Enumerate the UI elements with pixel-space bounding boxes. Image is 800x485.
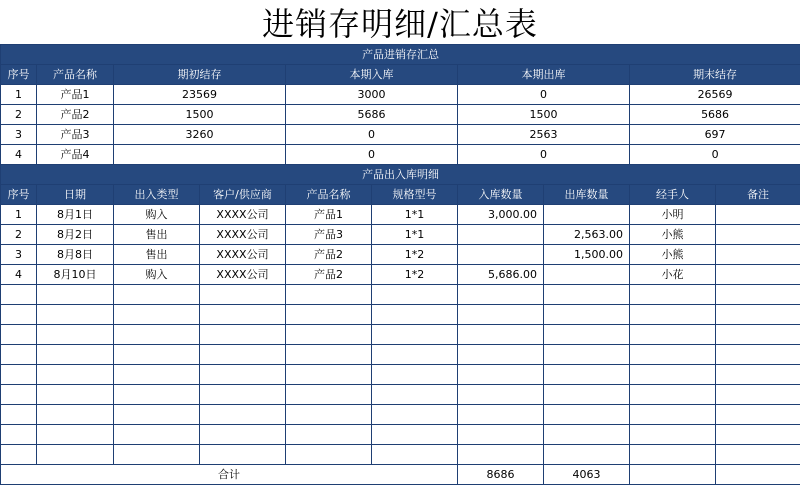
empty-cell[interactable] bbox=[1, 405, 37, 425]
detail-col-qty-out: 出库数量 bbox=[544, 185, 630, 205]
summary-no-cell[interactable]: 1 bbox=[1, 85, 37, 105]
empty-cell[interactable] bbox=[114, 425, 200, 445]
detail-note-cell[interactable] bbox=[716, 225, 800, 245]
empty-cell[interactable] bbox=[458, 445, 544, 465]
detail-spec-cell[interactable]: 1*2 bbox=[372, 265, 458, 285]
empty-cell[interactable] bbox=[630, 285, 716, 305]
empty-cell[interactable] bbox=[372, 445, 458, 465]
summary-opening-cell[interactable]: 23569 bbox=[114, 85, 286, 105]
summary-col-out: 本期出库 bbox=[458, 65, 630, 85]
detail-note-cell[interactable] bbox=[716, 245, 800, 265]
detail-date-cell[interactable]: 8月10日 bbox=[37, 265, 114, 285]
detail-empty-row bbox=[1, 285, 800, 305]
summary-opening-cell[interactable]: 1500 bbox=[114, 105, 286, 125]
spreadsheet bbox=[0, 44, 800, 483]
empty-cell[interactable] bbox=[286, 285, 372, 305]
empty-cell[interactable] bbox=[630, 425, 716, 445]
detail-header-row bbox=[1, 185, 800, 205]
summary-name-cell[interactable]: 产品1 bbox=[37, 85, 114, 105]
detail-no-cell[interactable]: 3 bbox=[1, 245, 37, 265]
detail-row bbox=[1, 265, 800, 285]
detail-empty-row bbox=[1, 365, 800, 385]
detail-col-product: 产品名称 bbox=[286, 185, 372, 205]
detail-no-cell[interactable]: 4 bbox=[1, 265, 37, 285]
summary-col-no: 序号 bbox=[1, 65, 37, 85]
summary-in-cell[interactable]: 5686 bbox=[286, 105, 458, 125]
detail-col-type: 出入类型 bbox=[114, 185, 200, 205]
empty-cell[interactable] bbox=[544, 365, 630, 385]
detail-col-note: 备注 bbox=[716, 185, 800, 205]
empty-cell[interactable] bbox=[114, 445, 200, 465]
empty-cell[interactable] bbox=[286, 325, 372, 345]
detail-qty-in-cell[interactable]: 3,000.00 bbox=[458, 205, 544, 225]
empty-cell[interactable] bbox=[716, 345, 800, 365]
empty-cell[interactable] bbox=[114, 285, 200, 305]
summary-no-cell[interactable]: 4 bbox=[1, 145, 37, 165]
detail-party-cell[interactable]: XXXX公司 bbox=[200, 265, 286, 285]
empty-cell[interactable] bbox=[1, 285, 37, 305]
report-title: 进销存明细/汇总表 bbox=[0, 0, 800, 44]
empty-cell[interactable] bbox=[1, 445, 37, 465]
report-table bbox=[0, 44, 800, 485]
detail-note-cell[interactable] bbox=[716, 205, 800, 225]
empty-cell[interactable] bbox=[286, 425, 372, 445]
detail-handler-cell[interactable]: 小熊 bbox=[630, 245, 716, 265]
detail-product-cell[interactable]: 产品3 bbox=[286, 225, 372, 245]
detail-empty-row bbox=[1, 325, 800, 345]
empty-cell[interactable] bbox=[37, 325, 114, 345]
detail-spec-cell[interactable]: 1*1 bbox=[372, 225, 458, 245]
detail-empty-row bbox=[1, 305, 800, 325]
empty-cell[interactable] bbox=[1, 345, 37, 365]
empty-cell[interactable] bbox=[114, 345, 200, 365]
detail-type-cell[interactable]: 购入 bbox=[114, 265, 200, 285]
empty-cell[interactable] bbox=[1, 385, 37, 405]
summary-row bbox=[1, 105, 800, 125]
empty-cell[interactable] bbox=[544, 345, 630, 365]
empty-cell[interactable] bbox=[544, 425, 630, 445]
total-in-cell[interactable]: 8686 bbox=[458, 465, 544, 485]
empty-cell[interactable] bbox=[37, 425, 114, 445]
detail-row bbox=[1, 245, 800, 265]
empty-cell[interactable] bbox=[200, 425, 286, 445]
empty-cell[interactable] bbox=[544, 305, 630, 325]
detail-spec-cell[interactable]: 1*2 bbox=[372, 245, 458, 265]
empty-cell[interactable] bbox=[458, 325, 544, 345]
empty-cell[interactable] bbox=[286, 445, 372, 465]
empty-cell[interactable] bbox=[200, 445, 286, 465]
empty-cell[interactable] bbox=[716, 405, 800, 425]
empty-cell[interactable] bbox=[286, 405, 372, 425]
empty-cell[interactable] bbox=[114, 305, 200, 325]
detail-empty-row bbox=[1, 385, 800, 405]
empty-cell[interactable] bbox=[1, 425, 37, 445]
summary-col-opening: 期初结存 bbox=[114, 65, 286, 85]
summary-in-cell[interactable]: 0 bbox=[286, 145, 458, 165]
empty-cell[interactable] bbox=[37, 345, 114, 365]
empty-cell[interactable] bbox=[37, 365, 114, 385]
empty-cell[interactable] bbox=[716, 445, 800, 465]
detail-empty-row bbox=[1, 345, 800, 365]
empty-cell[interactable] bbox=[458, 405, 544, 425]
empty-cell[interactable] bbox=[716, 305, 800, 325]
empty-cell[interactable] bbox=[286, 345, 372, 365]
empty-cell[interactable] bbox=[200, 365, 286, 385]
summary-opening-cell[interactable]: 3260 bbox=[114, 125, 286, 145]
empty-cell[interactable] bbox=[286, 305, 372, 325]
total-label-cell[interactable]: 合计 bbox=[1, 465, 458, 485]
detail-col-date: 日期 bbox=[37, 185, 114, 205]
empty-cell[interactable] bbox=[372, 345, 458, 365]
summary-in-cell[interactable]: 0 bbox=[286, 125, 458, 145]
detail-spec-cell[interactable]: 1*1 bbox=[372, 205, 458, 225]
empty-cell[interactable] bbox=[630, 365, 716, 385]
summary-section-title: 产品进销存汇总 bbox=[1, 45, 800, 65]
detail-qty-in-cell[interactable] bbox=[458, 225, 544, 245]
summary-closing-cell[interactable]: 697 bbox=[630, 125, 800, 145]
detail-type-cell[interactable]: 售出 bbox=[114, 225, 200, 245]
detail-product-cell[interactable]: 产品1 bbox=[286, 205, 372, 225]
empty-cell[interactable] bbox=[372, 365, 458, 385]
empty-cell[interactable] bbox=[630, 345, 716, 365]
detail-row bbox=[1, 205, 800, 225]
detail-handler-cell[interactable]: 小花 bbox=[630, 265, 716, 285]
empty-cell[interactable] bbox=[372, 305, 458, 325]
summary-col-in: 本期入库 bbox=[286, 65, 458, 85]
detail-party-cell[interactable]: XXXX公司 bbox=[200, 245, 286, 265]
detail-note-cell[interactable] bbox=[716, 265, 800, 285]
totals-row bbox=[1, 465, 800, 485]
summary-name-cell[interactable]: 产品2 bbox=[37, 105, 114, 125]
detail-col-party: 客户/供应商 bbox=[200, 185, 286, 205]
detail-qty-out-cell[interactable] bbox=[544, 265, 630, 285]
empty-cell[interactable] bbox=[37, 385, 114, 405]
empty-cell[interactable] bbox=[37, 305, 114, 325]
empty-cell[interactable] bbox=[458, 385, 544, 405]
summary-row bbox=[1, 125, 800, 145]
empty-cell[interactable] bbox=[200, 285, 286, 305]
detail-qty-in-cell[interactable]: 5,686.00 bbox=[458, 265, 544, 285]
detail-section-title: 产品出入库明细 bbox=[1, 165, 800, 185]
empty-cell[interactable] bbox=[37, 405, 114, 425]
summary-no-cell[interactable]: 3 bbox=[1, 125, 37, 145]
summary-out-cell[interactable]: 0 bbox=[458, 145, 630, 165]
empty-cell[interactable] bbox=[458, 285, 544, 305]
empty-cell[interactable] bbox=[200, 345, 286, 365]
empty-cell[interactable] bbox=[544, 325, 630, 345]
empty-cell[interactable] bbox=[716, 365, 800, 385]
empty-cell[interactable] bbox=[1, 305, 37, 325]
summary-no-cell[interactable]: 2 bbox=[1, 105, 37, 125]
empty-cell[interactable] bbox=[716, 425, 800, 445]
empty-cell[interactable] bbox=[286, 385, 372, 405]
total-out-cell[interactable]: 4063 bbox=[544, 465, 630, 485]
detail-no-cell[interactable]: 2 bbox=[1, 225, 37, 245]
detail-product-cell[interactable]: 产品2 bbox=[286, 245, 372, 265]
empty-cell[interactable] bbox=[114, 405, 200, 425]
empty-cell[interactable] bbox=[286, 365, 372, 385]
summary-row bbox=[1, 145, 800, 165]
empty-cell[interactable] bbox=[37, 285, 114, 305]
empty-cell[interactable] bbox=[458, 425, 544, 445]
empty-cell[interactable] bbox=[630, 405, 716, 425]
total-handler-cell[interactable] bbox=[630, 465, 716, 485]
empty-cell[interactable] bbox=[1, 325, 37, 345]
summary-closing-cell[interactable]: 0 bbox=[630, 145, 800, 165]
detail-date-cell[interactable]: 8月8日 bbox=[37, 245, 114, 265]
empty-cell[interactable] bbox=[716, 385, 800, 405]
empty-cell[interactable] bbox=[114, 325, 200, 345]
summary-header-row bbox=[1, 65, 800, 85]
empty-cell[interactable] bbox=[544, 445, 630, 465]
summary-closing-cell[interactable]: 5686 bbox=[630, 105, 800, 125]
summary-in-cell[interactable]: 3000 bbox=[286, 85, 458, 105]
empty-cell[interactable] bbox=[200, 385, 286, 405]
empty-cell[interactable] bbox=[1, 365, 37, 385]
detail-date-cell[interactable]: 8月1日 bbox=[37, 205, 114, 225]
summary-row bbox=[1, 85, 800, 105]
empty-cell[interactable] bbox=[37, 445, 114, 465]
empty-cell[interactable] bbox=[372, 385, 458, 405]
detail-party-cell[interactable]: XXXX公司 bbox=[200, 225, 286, 245]
detail-qty-in-cell[interactable] bbox=[458, 245, 544, 265]
detail-party-cell[interactable]: XXXX公司 bbox=[200, 205, 286, 225]
empty-cell[interactable] bbox=[630, 305, 716, 325]
summary-out-cell[interactable]: 2563 bbox=[458, 125, 630, 145]
empty-cell[interactable] bbox=[544, 405, 630, 425]
detail-handler-cell[interactable]: 小熊 bbox=[630, 225, 716, 245]
detail-qty-out-cell[interactable]: 1,500.00 bbox=[544, 245, 630, 265]
empty-cell[interactable] bbox=[200, 325, 286, 345]
detail-qty-out-cell[interactable] bbox=[544, 205, 630, 225]
empty-cell[interactable] bbox=[544, 385, 630, 405]
empty-cell[interactable] bbox=[458, 365, 544, 385]
empty-cell[interactable] bbox=[630, 445, 716, 465]
detail-no-cell[interactable]: 1 bbox=[1, 205, 37, 225]
detail-qty-out-cell[interactable]: 2,563.00 bbox=[544, 225, 630, 245]
summary-closing-cell[interactable]: 26569 bbox=[630, 85, 800, 105]
empty-cell[interactable] bbox=[716, 285, 800, 305]
summary-out-cell[interactable]: 0 bbox=[458, 85, 630, 105]
empty-cell[interactable] bbox=[372, 285, 458, 305]
detail-handler-cell[interactable]: 小明 bbox=[630, 205, 716, 225]
total-note-cell[interactable] bbox=[716, 465, 800, 485]
summary-col-closing: 期末结存 bbox=[630, 65, 800, 85]
summary-name-cell[interactable]: 产品4 bbox=[37, 145, 114, 165]
detail-col-no: 序号 bbox=[1, 185, 37, 205]
detail-product-cell[interactable]: 产品2 bbox=[286, 265, 372, 285]
summary-name-cell[interactable]: 产品3 bbox=[37, 125, 114, 145]
empty-cell[interactable] bbox=[114, 365, 200, 385]
detail-empty-row bbox=[1, 445, 800, 465]
detail-col-qty-in: 入库数量 bbox=[458, 185, 544, 205]
summary-opening-cell[interactable] bbox=[114, 145, 286, 165]
empty-cell[interactable] bbox=[458, 345, 544, 365]
detail-empty-row bbox=[1, 425, 800, 445]
detail-empty-row bbox=[1, 405, 800, 425]
empty-cell[interactable] bbox=[372, 405, 458, 425]
summary-out-cell[interactable]: 1500 bbox=[458, 105, 630, 125]
empty-cell[interactable] bbox=[630, 385, 716, 405]
detail-type-cell[interactable]: 购入 bbox=[114, 205, 200, 225]
empty-cell[interactable] bbox=[458, 305, 544, 325]
empty-cell[interactable] bbox=[200, 305, 286, 325]
detail-col-handler: 经手人 bbox=[630, 185, 716, 205]
detail-col-spec: 规格型号 bbox=[372, 185, 458, 205]
empty-cell[interactable] bbox=[372, 325, 458, 345]
empty-cell[interactable] bbox=[630, 325, 716, 345]
empty-cell[interactable] bbox=[372, 425, 458, 445]
empty-cell[interactable] bbox=[114, 385, 200, 405]
detail-date-cell[interactable]: 8月2日 bbox=[37, 225, 114, 245]
detail-type-cell[interactable]: 售出 bbox=[114, 245, 200, 265]
detail-row bbox=[1, 225, 800, 245]
empty-cell[interactable] bbox=[716, 325, 800, 345]
empty-cell[interactable] bbox=[200, 405, 286, 425]
empty-cell[interactable] bbox=[544, 285, 630, 305]
summary-col-name: 产品名称 bbox=[37, 65, 114, 85]
